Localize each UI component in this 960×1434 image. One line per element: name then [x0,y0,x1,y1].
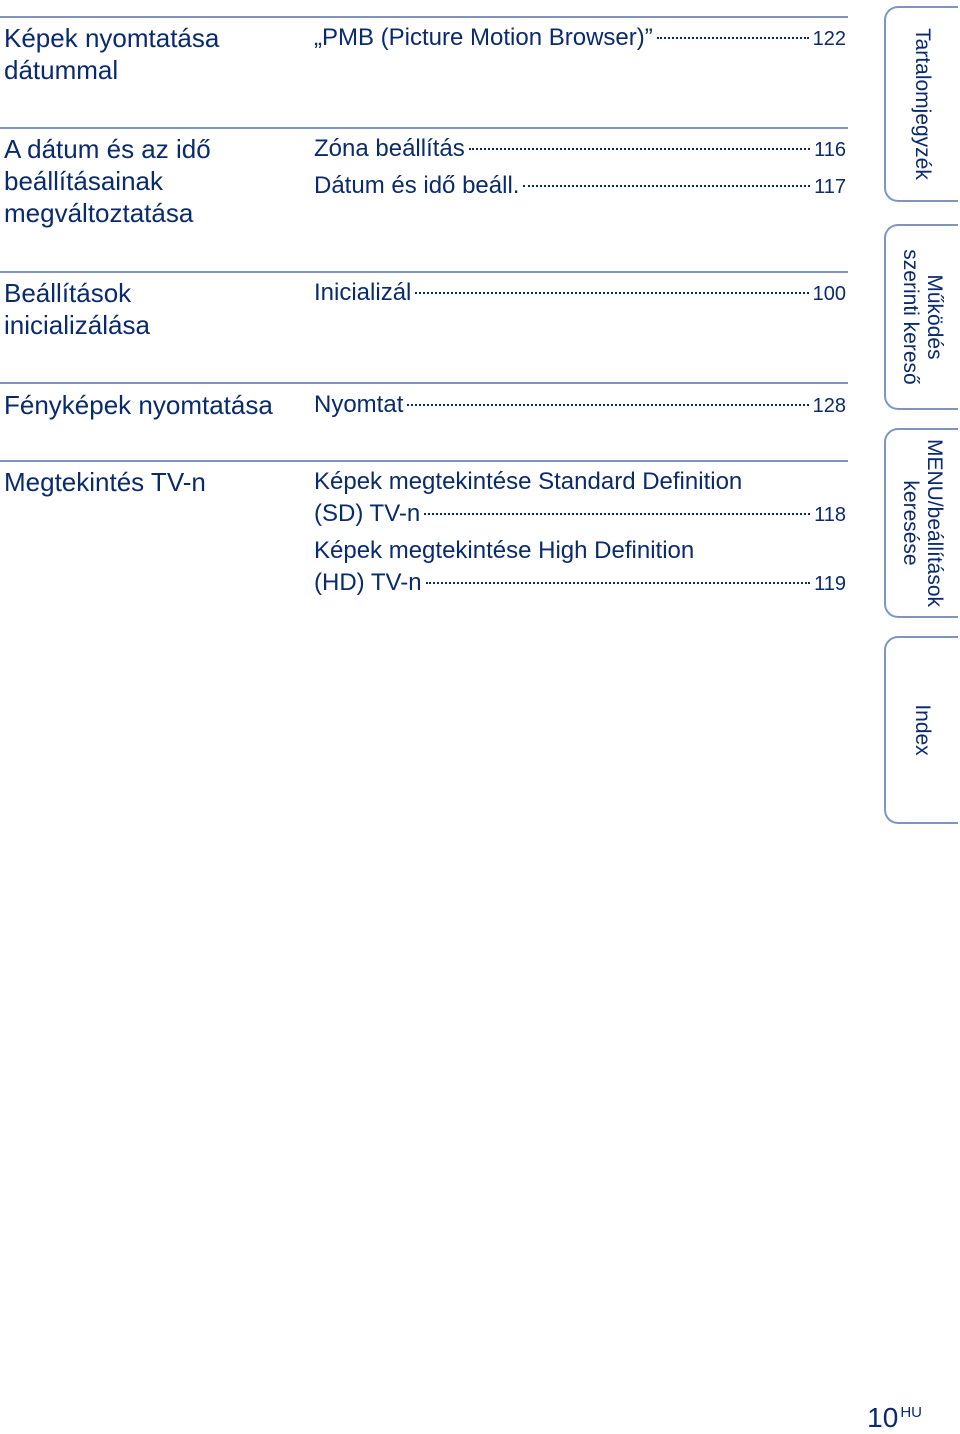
side-tabs [884,0,960,830]
tab-operation-search[interactable] [884,224,958,410]
dot-leader [415,292,808,294]
section-divider [0,460,848,462]
dot-leader [426,582,811,584]
category-title: Fényképek nyomtatása [4,390,273,420]
tab-label: MENU/beállítások keresése [899,438,946,608]
tab-label: Tartalomjegyzék [911,28,934,180]
category-title: Képek nyomtatása dátummal [4,23,220,85]
section-divider [0,16,848,18]
page-ref: 128 [812,395,846,417]
dot-leader [407,404,808,406]
toc-entry-zone-setting[interactable] [314,133,846,166]
tab-table-of-contents[interactable] [884,6,958,202]
dot-leader [424,513,810,515]
toc-entry-view-sd-tv[interactable] [314,466,846,531]
page-ref: 117 [814,176,846,198]
tab-label: Működés szerinti kereső [899,249,946,385]
toc-entry-pmb[interactable] [314,22,846,55]
page-number: 10 $^{HU}$ [867,1402,922,1433]
dot-leader [523,185,810,187]
tab-menu-settings-search[interactable] [884,428,958,618]
section-divider [0,127,848,129]
entry-text: „PMB (Picture Motion Browser)” [314,24,653,51]
page-ref: 122 [812,28,846,50]
page-ref: 100 [812,283,846,305]
dot-leader [657,37,809,39]
tab-index[interactable] [884,636,958,824]
toc-entry-print[interactable] [314,389,846,422]
page-language: HU [900,1404,922,1421]
category-title: Megtekintés TV-n [4,467,206,497]
toc-entry-view-hd-tv[interactable] [314,535,846,600]
section-divider [0,382,848,384]
section-divider [0,271,848,273]
entry-text: Dátum és idő beáll. [314,172,520,199]
category-title: Beállítások inicializálása [4,278,150,340]
entry-text: Inicializál [314,279,412,306]
entry-text: Zóna beállítás [314,135,465,162]
entry-text: Képek megtekintése Standard Definition [314,468,743,495]
tab-label: Index [911,704,934,756]
entry-text: (HD) TV-n [314,569,422,596]
page-ref: 118 [814,504,846,526]
toc-entry-initialize[interactable] [314,277,846,310]
entry-text: (SD) TV-n [314,500,421,527]
toc-entry-date-time-setting[interactable] [314,170,846,203]
dot-leader [469,148,810,150]
entry-text: Képek megtekintése High Definition [314,537,695,564]
page-ref: 119 [814,573,846,595]
entry-text: Nyomtat [314,391,404,418]
category-title: A dátum és az idő beállításainak megváltoztatása [4,134,211,228]
page-ref: 116 [814,139,846,161]
